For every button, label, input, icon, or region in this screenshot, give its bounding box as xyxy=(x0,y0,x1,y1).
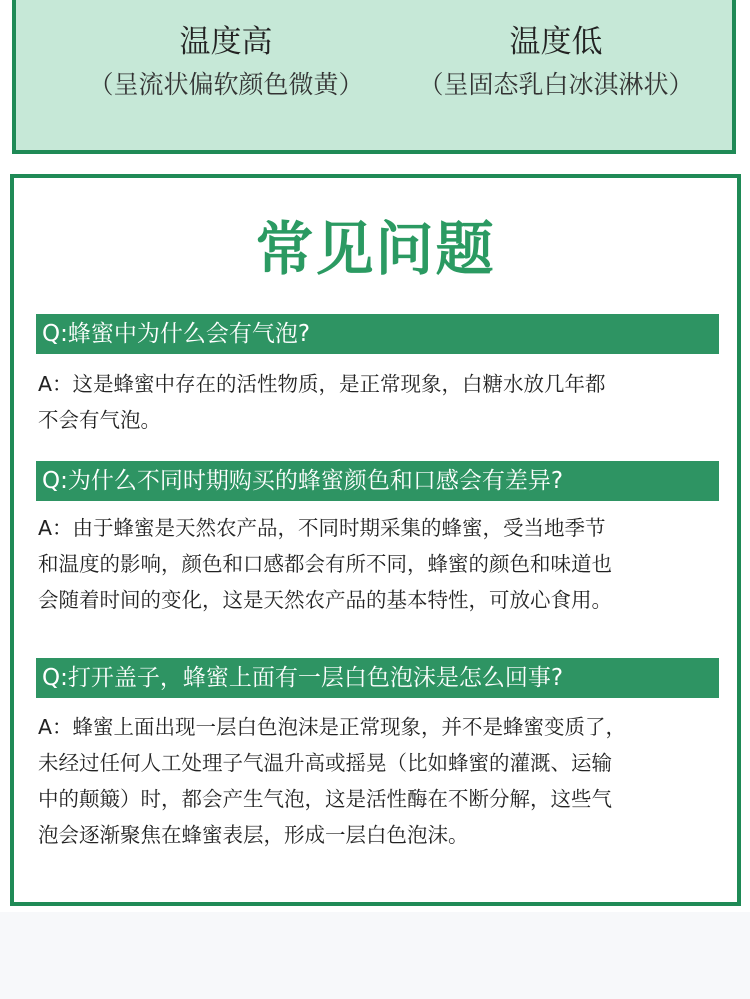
faq-answer-2 xyxy=(38,510,726,618)
answer-line: 泡会逐渐聚焦在蜂蜜表层，形成一层白色泡沫。 xyxy=(38,823,469,847)
temperature-high-title: 温度高 xyxy=(179,24,273,60)
temperature-panel xyxy=(12,0,736,154)
temperature-high-desc: （呈流状偏软颜色微黄） xyxy=(88,70,364,99)
answer-line: A：蜂蜜上面出现一层白色泡沫是正常现象，并不是蜂蜜变质了， xyxy=(38,715,627,739)
faq-answer-3 xyxy=(38,709,726,853)
answer-line: 中的颠簸）时，都会产生气泡，这是活性酶在不断分解，这些气 xyxy=(38,787,612,811)
temperature-high-column xyxy=(46,22,406,105)
answer-line: A：由于蜂蜜是天然农产品，不同时期采集的蜂蜜，受当地季节 xyxy=(38,516,606,540)
answer-line: 和温度的影响，颜色和口感都会有所不同，蜂蜜的颜色和味道也 xyxy=(38,552,612,576)
bottom-strip xyxy=(0,912,750,999)
faq-question-3: Q:打开盖子，蜂蜜上面有一层白色泡沫是怎么回事? xyxy=(36,658,719,698)
temperature-low-column xyxy=(376,22,736,105)
faq-title: 常见问题 xyxy=(255,215,496,283)
answer-line: 会随着时间的变化，这是天然农产品的基本特性，可放心食用。 xyxy=(38,588,612,612)
faq-answer-1 xyxy=(38,366,726,438)
answer-line: 未经过任何人工处理子气温升高或摇晃（比如蜂蜜的灌溉、运输 xyxy=(38,751,612,775)
faq-panel xyxy=(10,174,741,906)
temperature-low-desc: （呈固态乳白冰淇淋状） xyxy=(418,70,694,99)
temperature-low-title: 温度低 xyxy=(509,24,603,60)
faq-question-1: Q:蜂蜜中为什么会有气泡? xyxy=(36,314,719,354)
answer-line: A：这是蜂蜜中存在的活性物质，是正常现象，白糖水放几年都 xyxy=(38,372,606,396)
answer-line: 不会有气泡。 xyxy=(38,408,161,432)
faq-question-2: Q:为什么不同时期购买的蜂蜜颜色和口感会有差异? xyxy=(36,461,719,501)
